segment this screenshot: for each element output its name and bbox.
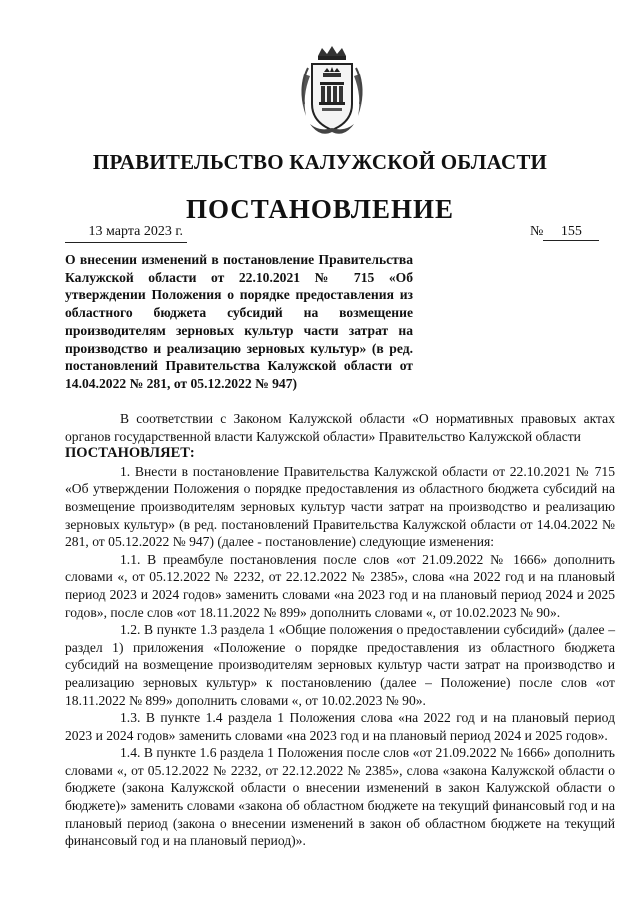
document-subject: О внесении изменений в постановление Правительства Калужской области от 22.10.2021 № 715 «Об утверждении Положения о порядке предоставления из областного бюджета субсидий на возмещение производителям зерновых культур части затрат на производство и реализацию зерновых культур» (в ред. постановлений Правительства Калужской области от 14.04.2022 № 281, от 05.12.2022 № 947) — [65, 252, 413, 391]
paragraph-1-1: 1.1. В преамбуле постановления после слов «от 21.09.2022 № 1666» дополнить словами «, от 05.12.2022 № 2232, от 22.12.2022 № 2385», слова «на 2022 год и на плановый период 2023 и 2024 годов» заменить словами «на 2023 год и на плановый период 2024 и 2025 годов», после слов «от 18.11.2022 № 899» дополнить словами «, от 10.02.2023 № 90». — [65, 551, 615, 620]
coat-of-arms-emblem — [296, 44, 368, 140]
paragraph-1-3: 1.3. В пункте 1.4 раздела 1 Положения слова «на 2022 год и на плановый период 2023 и 2024 годов» заменить словами «на 2023 год и на плановый период 2024 и 2025 годов». — [65, 710, 615, 743]
paragraph-1-4: 1.4. В пункте 1.6 раздела 1 Положения после слов «от 21.09.2022 № 1666» дополнить словами «, от 05.12.2022 № 2232, от 22.12.2022 № 2385», слова «закона Калужской области о бюджете (закона Калужской области о внесении изменений в закон Калужской области о бюджете)» заменить словами «закона об областном бюджете на текущий финансовый год и на плановый период (закона о внесении изменений в закон об областном бюджете на текущий финансовый год и на плановый период)». — [65, 745, 615, 849]
document-number — [530, 224, 599, 241]
number-value: 155 — [543, 224, 599, 241]
paragraph-1-2: 1.2. В пункте 1.3 раздела 1 «Общие положения о предоставлении субсидий» (далее – раздел 1) приложения «Положение о порядке предоставления из областного бюджета субсидий на возмещение производителям зерновых культур части затрат на производство и реализацию зерновых культур» к постановлению (далее – Положение) после слов «от 18.11.2022 № 899» дополнить словами «, от 10.02.2023 № 90». — [65, 622, 615, 708]
paragraph-1: 1. Внести в постановление Правительства Калужской области от 22.10.2021 № 715 «Об утверждении Положения о порядке предоставления из областного бюджета субсидий на возмещение производителям зерновых культур части затрат на производство и реализацию зерновых культур» (в ред. постановлений Правительства Калужской области от 14.04.2022 № 281, от 05.12.2022 № 947) (далее - постановление) следующие изменения: — [65, 463, 615, 550]
body-intro: В соответствии с Законом Калужской области «О нормативных правовых актах органов государственной власти Калужской области» Правительство Калужской области — [65, 411, 615, 444]
number-sign: № — [530, 224, 544, 239]
document-date: 13 марта 2023 г. — [65, 224, 187, 243]
document-type-title: ПОСТАНОВЛЕНИЕ — [185, 194, 455, 224]
resolve-heading: ПОСТАНОВЛЯЕТ: — [65, 445, 195, 462]
document-body — [65, 410, 615, 850]
government-title: ПРАВИТЕЛЬСТВО КАЛУЖСКОЙ ОБЛАСТИ — [92, 150, 548, 174]
